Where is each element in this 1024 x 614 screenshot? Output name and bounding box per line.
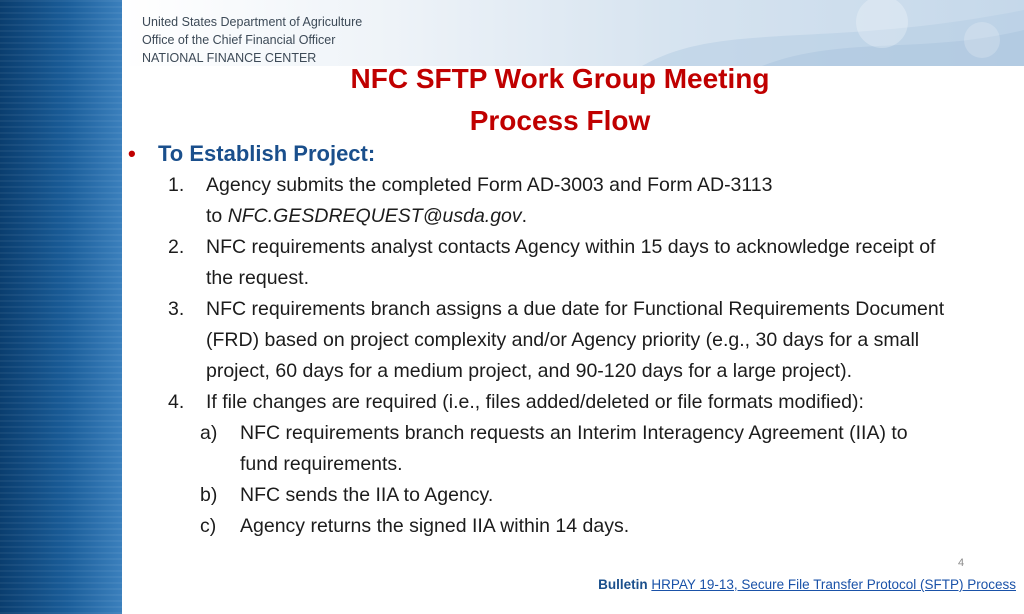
sub-item-b	[128, 480, 1018, 511]
item-text: to	[206, 205, 228, 227]
item-line	[206, 201, 1018, 232]
org-line-ocfo: Office of the Chief Financial Officer	[142, 33, 336, 47]
slide-title	[300, 58, 820, 142]
bullet-icon: •	[128, 141, 136, 166]
title-line-2: Process Flow	[469, 105, 651, 136]
footer-label: Bulletin	[598, 577, 648, 592]
left-decorative-bar	[0, 0, 122, 614]
item-number: 3.	[168, 298, 185, 320]
sub-item-line: NFC sends the IIA to Agency.	[240, 484, 494, 506]
sub-item-letter: b)	[200, 484, 218, 506]
sub-item-line: fund requirements.	[240, 453, 403, 475]
list-item-3	[128, 294, 1018, 387]
item-line: project, 60 days for a medium project, and 90-120 days for a large project).	[206, 360, 853, 382]
item-line: Agency submits the completed Form AD-3003 and Form AD-3113	[206, 174, 773, 196]
item-number: 2.	[168, 236, 185, 258]
section-heading-text: To Establish Project:	[158, 141, 376, 166]
org-line-usda: United States Department of Agriculture	[142, 15, 363, 29]
sub-item-letter: a)	[200, 422, 218, 444]
item-line: If file changes are required (i.e., files added/deleted or file formats modified):	[206, 391, 864, 413]
org-line-nfc: NATIONAL FINANCE CENTER	[142, 51, 317, 65]
list-item-1	[128, 170, 1018, 232]
title-line-1: NFC SFTP Work Group Meeting	[350, 63, 770, 94]
sub-item-c	[128, 511, 1018, 542]
item-number: 1.	[168, 174, 185, 196]
item-line: (FRD) based on project complexity and/or Agency priority (e.g., 30 days for a small	[206, 329, 920, 351]
item-number: 4.	[168, 391, 185, 413]
item-line: NFC requirements analyst contacts Agency within 15 days to acknowledge receipt of	[206, 236, 936, 258]
sub-item-a	[128, 418, 1018, 480]
list-item-4	[128, 387, 1018, 418]
sub-item-line: NFC requirements branch requests an Interim Interagency Agreement (IIA) to	[240, 422, 908, 444]
page-number: 4	[958, 557, 965, 569]
email-address: NFC.GESDREQUEST@usda.gov	[227, 205, 522, 227]
sub-item-line: Agency returns the signed IIA within 14 days.	[240, 515, 630, 537]
item-line: NFC requirements branch assigns a due date for Functional Requirements Document	[206, 298, 945, 320]
footer-bulletin	[598, 577, 1016, 592]
sub-item-letter: c)	[200, 515, 217, 537]
item-line: the request.	[206, 267, 309, 289]
list-item-2	[128, 232, 1018, 294]
bulletin-link[interactable]: HRPAY 19-13, Secure File Transfer Protocol (SFTP) Process	[651, 577, 1016, 592]
item-text: .	[521, 205, 528, 227]
section-heading	[128, 138, 1018, 170]
slide-content	[128, 138, 1018, 542]
